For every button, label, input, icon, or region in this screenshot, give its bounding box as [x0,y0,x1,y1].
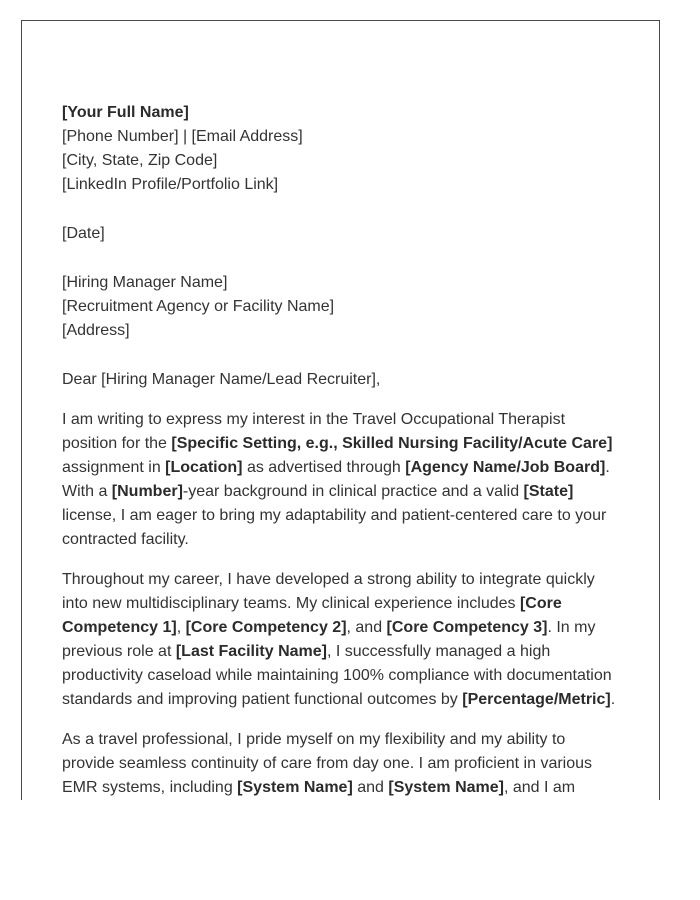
placeholder-system-1: [System Name] [237,779,353,796]
recipient-address: [Address] [62,322,130,339]
placeholder-agency: [Agency Name/Job Board] [405,459,606,476]
paragraph-text: assignment in [62,459,166,476]
letter-date: [Date] [62,225,105,242]
sender-contact-block [62,101,622,197]
date-block [62,222,622,246]
paragraph-text: As a travel professional, I pride myself on my flexibility and my ability to provide seamless continuity of care from day one. I am proficient in various EMR systems, including [62,731,593,796]
paragraph-text: as advertised through [242,459,406,476]
paragraph-text: , [176,619,186,636]
recipient-block [62,271,622,343]
placeholder-system-2: [System Name] [388,779,504,796]
sender-name: [Your Full Name] [62,104,189,121]
paragraph-text: . With a [62,459,610,500]
paragraph-text: I am writing to express my interest in the Travel Occupational Therapist position for the [62,411,566,452]
placeholder-setting: [Specific Setting, e.g., Skilled Nursing Facility/Acute Care] [171,435,613,452]
placeholder-competency-1: [Core Competency 1] [62,595,562,636]
paragraph-text: . [610,691,616,708]
paragraph-text: , and I am [503,779,576,796]
sender-phone-email: [Phone Number] | [Email Address] [62,128,303,145]
sender-location: [City, State, Zip Code] [62,152,218,169]
placeholder-competency-2: [Core Competency 2] [185,619,347,636]
placeholder-last-facility: [Last Facility Name] [175,643,327,660]
paragraph-text: , and [346,619,387,636]
sender-link: [LinkedIn Profile/Portfolio Link] [62,176,279,193]
salutation: Dear [Hiring Manager Name/Lead Recruiter], [62,371,381,388]
paragraph-text: . In my previous role at [62,619,596,660]
paragraph-experience [62,568,622,712]
paragraph-text: , I successfully managed a high productivity caseload while maintaining 100% compliance with documentation standards and improving patient functional outcomes by [62,643,612,708]
paragraph-text: -year background in clinical practice and a valid [182,483,524,500]
paragraph-text: license, I am eager to bring my adaptability and patient-centered care to your contracted facility. [62,507,607,548]
document-page [21,20,660,800]
placeholder-metric: [Percentage/Metric] [462,691,611,708]
placeholder-state: [State] [523,483,574,500]
paragraph-travel [62,728,622,800]
paragraph-text: and [352,779,389,796]
placeholder-location: [Location] [165,459,243,476]
recipient-agency: [Recruitment Agency or Facility Name] [62,298,335,315]
recipient-name: [Hiring Manager Name] [62,274,228,291]
placeholder-competency-3: [Core Competency 3] [386,619,548,636]
letter-body [62,101,622,800]
paragraph-text: Throughout my career, I have developed a strong ability to integrate quickly into new multidisciplinary teams. My clinical experience includes [62,571,595,612]
placeholder-number: [Number] [111,483,183,500]
paragraph-intro [62,408,622,552]
